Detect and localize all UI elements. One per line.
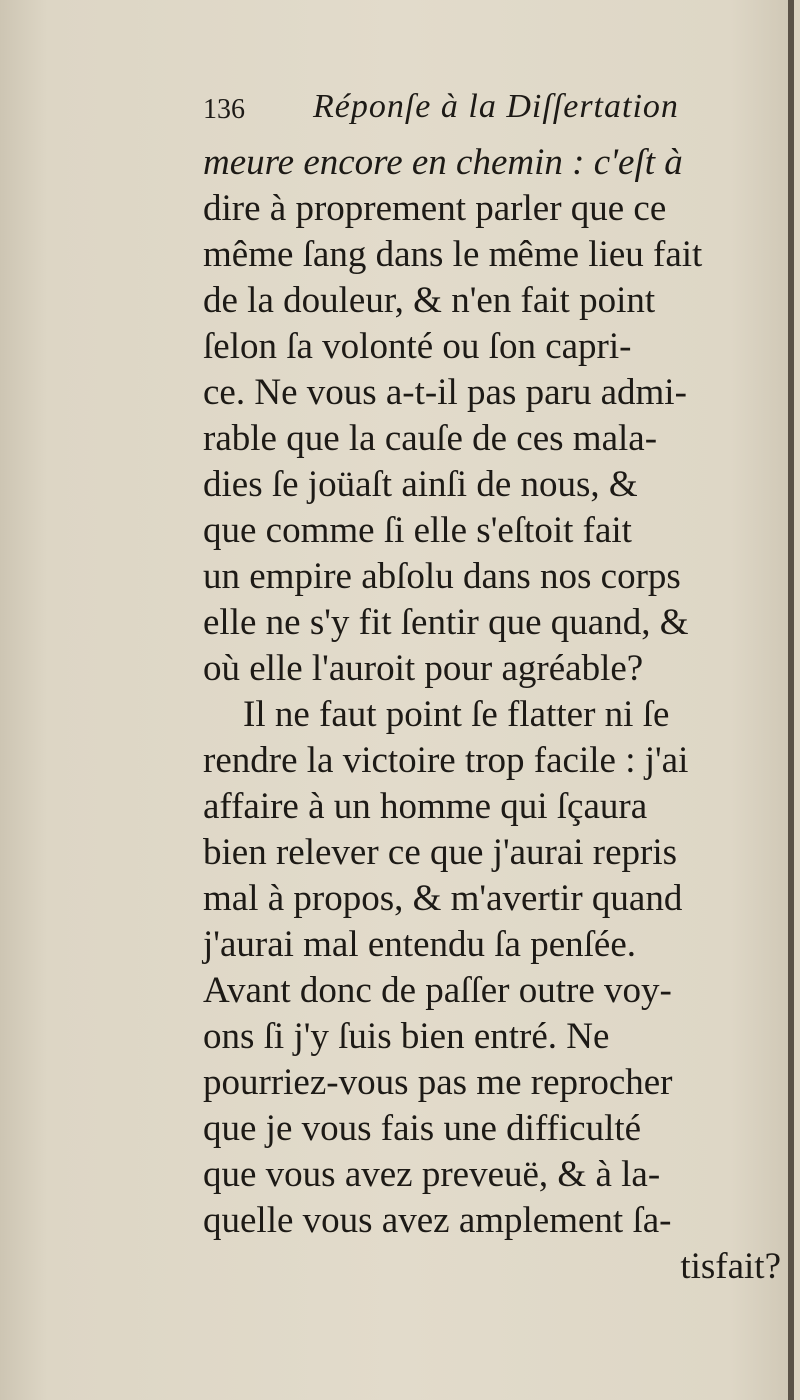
text-line-content: affaire à un homme qui ſçaura	[203, 786, 648, 827]
text-line	[203, 876, 781, 922]
text-line-content: j'aurai mal entendu ſa penſée.	[203, 924, 636, 965]
text-line-content: même ſang dans le même lieu fait	[203, 234, 703, 275]
text-line-content: quelle vous avez amplement ſa-	[203, 1200, 672, 1241]
text-line-content: pourriez-vous pas me reprocher	[203, 1062, 673, 1103]
text-line-content: bien relever ce que j'aurai repris	[203, 832, 678, 873]
running-header	[203, 88, 781, 140]
text-line-content: tisfait?	[680, 1246, 781, 1287]
text-line-content: rendre la victoire trop facile : j'ai	[203, 740, 689, 781]
text-line-content: elle ne s'y fit ſentir que quand, &	[203, 602, 689, 643]
text-line-content: dire à proprement parler que ce	[203, 188, 667, 229]
text-line	[203, 738, 781, 784]
text-line-content: de la douleur, & n'en fait point	[203, 280, 656, 321]
text-line	[203, 1244, 781, 1290]
text-line	[203, 370, 781, 416]
text-line	[203, 508, 781, 554]
text-line	[203, 784, 781, 830]
text-line	[203, 278, 781, 324]
running-title: Réponſe à la Diſſertation	[313, 88, 679, 125]
text-line-content: rable que la cauſe de ces mala-	[203, 418, 658, 459]
text-line	[203, 462, 781, 508]
text-line-content: où elle l'auroit pour agréable?	[203, 648, 644, 689]
text-line	[203, 140, 781, 186]
text-line	[203, 416, 781, 462]
text-line-content: que vous avez preveuë, & à la-	[203, 1154, 661, 1195]
text-line-content: Il ne faut point ſe flatter ni ſe	[243, 694, 670, 735]
text-line	[203, 1060, 781, 1106]
text-line	[203, 692, 781, 738]
page-edge	[788, 0, 794, 1400]
text-line-content: un empire abſolu dans nos corps	[203, 556, 681, 597]
page-number: 136	[203, 94, 245, 125]
text-line	[203, 922, 781, 968]
text-line	[203, 646, 781, 692]
text-line	[203, 600, 781, 646]
text-block	[203, 88, 781, 1290]
text-line	[203, 1106, 781, 1152]
text-line	[203, 324, 781, 370]
text-line	[203, 1014, 781, 1060]
text-line-content: dies ſe joüaſt ainſi de nous, &	[203, 464, 638, 505]
text-line	[203, 830, 781, 876]
text-line	[203, 968, 781, 1014]
text-line-content: Avant donc de paſſer outre voy-	[203, 970, 672, 1011]
text-line	[203, 554, 781, 600]
text-line	[203, 1198, 781, 1244]
text-line-content: que je vous fais une difficulté	[203, 1108, 642, 1149]
text-line	[203, 1152, 781, 1198]
text-line-content: meure encore en chemin : c'eſt à	[203, 142, 683, 183]
text-line-content: mal à propos, & m'avertir quand	[203, 878, 683, 919]
text-line	[203, 186, 781, 232]
text-line-content: ce. Ne vous a-t-il pas paru admi-	[203, 372, 687, 413]
text-line	[203, 232, 781, 278]
text-line-content: ons ſi j'y ſuis bien entré. Ne	[203, 1016, 610, 1057]
text-line-content: ſelon ſa volonté ou ſon capri-	[203, 326, 632, 367]
text-line-content: que comme ſi elle s'eſtoit fait	[203, 510, 632, 551]
